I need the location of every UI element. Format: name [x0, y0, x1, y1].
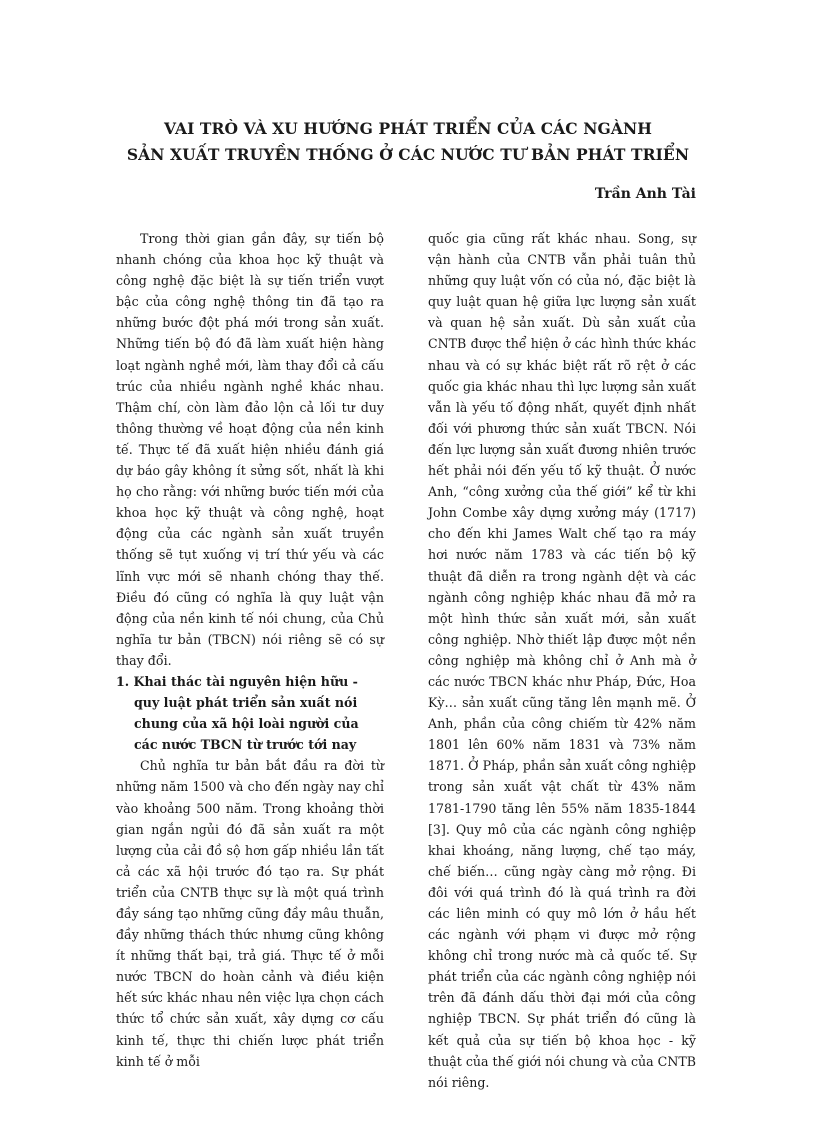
- section-heading-1: [116, 671, 384, 755]
- section-heading-text: Khai thác tài nguyên hiện hữu - quy luật phát triển sản xuất nói chung của xã hội loài người của các nước TBCN từ trước tới nay: [133, 673, 359, 753]
- left-column: [116, 228, 384, 1072]
- right-column: [428, 228, 696, 1093]
- title-line-2: SẢN XUẤT TRUYỀN THỐNG Ở CÁC NƯỚC TƯ BẢN PHÁT TRIỂN: [126, 145, 690, 164]
- intro-paragraph: Trong thời gian gần đây, sự tiến bộ nhanh chóng của khoa học kỹ thuật và công nghệ đặc biệt là sự tiến triển vượt bậc của công nghệ thông tin đã tạo ra những bước đột phá mới trong sản xuất. Những tiến bộ đó đã làm xuất hiện hàng loạt ngành nghề mới, làm thay đổi cả cấu trúc của nhiều ngành nghề khác nhau. Thậm chí, còn làm đảo lộn cả lối tư duy thông thường về hoạt động của nền kinh tế. Thực tế đã xuất hiện nhiều đánh giá dự báo gây không ít sửng sốt, nhất là khi họ cho rằng: với những bước tiến mới của khoa học kỹ thuật và công nghệ, hoạt động của các ngành sản xuất truyền thống sẽ tụt xuống vị trí thứ yếu và các lĩnh vực mới sẽ nhanh chóng thay thế. Điều đó cũng có nghĩa là quy luật vận động của nền kinh tế nói chung, của Chủ nghĩa tư bản (TBCN) nói riêng sẽ có sự thay đổi.: [116, 231, 384, 668]
- title-line-1: VAI TRÒ VÀ XU HƯỚNG PHÁT TRIỂN CỦA CÁC NGÀNH: [164, 119, 652, 138]
- article-title: [100, 116, 716, 168]
- section-paragraph: Chủ nghĩa tư bản bắt đầu ra đời từ những năm 1500 và cho đến ngày nay chỉ vào khoảng 500 năm. Trong khoảng thời gian ngắn ngủi đó đã sản xuất ra một lượng của cải đồ sộ hơn gấp nhiều lần tất cả các xã hội trước đó tạo ra. Sự phát triển của CNTB thực sự là một quá trình đầy sáng tạo những cũng đầy mâu thuẫn, đầy những thách thức nhưng cũng không ít những thất bại, trả giá. Thực tế ở mỗi nước TBCN do hoàn cảnh và điều kiện hết sức khác nhau nên việc lựa chọn cách thức tổ chức sản xuất, xây dựng cơ cấu kinh tế, thực thi chiến lược phát triển kinh tế ở mỗi: [116, 758, 384, 1069]
- continued-paragraph: quốc gia cũng rất khác nhau. Song, sự vận hành của CNTB vẫn phải tuân thủ những quy luật vốn có của nó, đặc biệt là quy luật quan hệ giữa lực lượng sản xuất và quan hệ sản xuất. Dù sản xuất của CNTB được thể hiện ở các hình thức khác nhau và có sự khác biệt rất rõ rệt ở các quốc gia khác nhau thì lực lượng sản xuất vẫn là yếu tố động nhất, quyết định nhất đối với phương thức sản xuất TBCN. Nói đến lực lượng sản xuất đương nhiên trước hết phải nói đến yếu tố kỹ thuật. Ở nước Anh, “công xưởng của thế giới” kể từ khi John Combe xây dựng xưởng máy (1717) cho đến khi James Walt chế tạo ra máy hơi nước năm 1783 và các tiến bộ kỹ thuật đã diễn ra trong ngành dệt và các ngành công nghiệp khác nhau đã mở ra một hình thức sản xuất mới, sản xuất công nghiệp. Nhờ thiết lập được một nền công nghiệp mà không chỉ ở Anh mà ở các nước TBCN khác như Pháp, Đức, Hoa Kỳ… sản xuất cũng tăng lên mạnh mẽ. Ở Anh, phần của công chiếm từ 42% năm 1801 lên 60% năm 1831 và 73% năm 1871. Ở Pháp, phần sản xuất công nghiệp trong sản xuất vật chất từ 43% năm 1781-1790 tăng lên 55% năm 1835-1844 [3]. Quy mô của các ngành công nghiệp khai khoáng, năng lượng, chế tạo máy, chế biến… cũng ngày càng mở rộng. Đi đôi với quá trình đó là quá trình ra đời các liên minh có quy mô lớn ở hầu hết các ngành với phạm vi được mở rộng không chỉ trong nước mà cả quốc tế. Sự phát triển của các ngành công nghiệp nói trên đã đánh dấu thời đại mới của công nghiệp TBCN. Sự phát triển đó cũng là kết quả của sự tiến bộ khoa học - kỹ thuật của thế giới nói chung và của CNTB nói riêng.: [428, 231, 696, 1090]
- author-name: Trần Anh Tài: [594, 186, 696, 202]
- section-number: 1.: [116, 673, 130, 689]
